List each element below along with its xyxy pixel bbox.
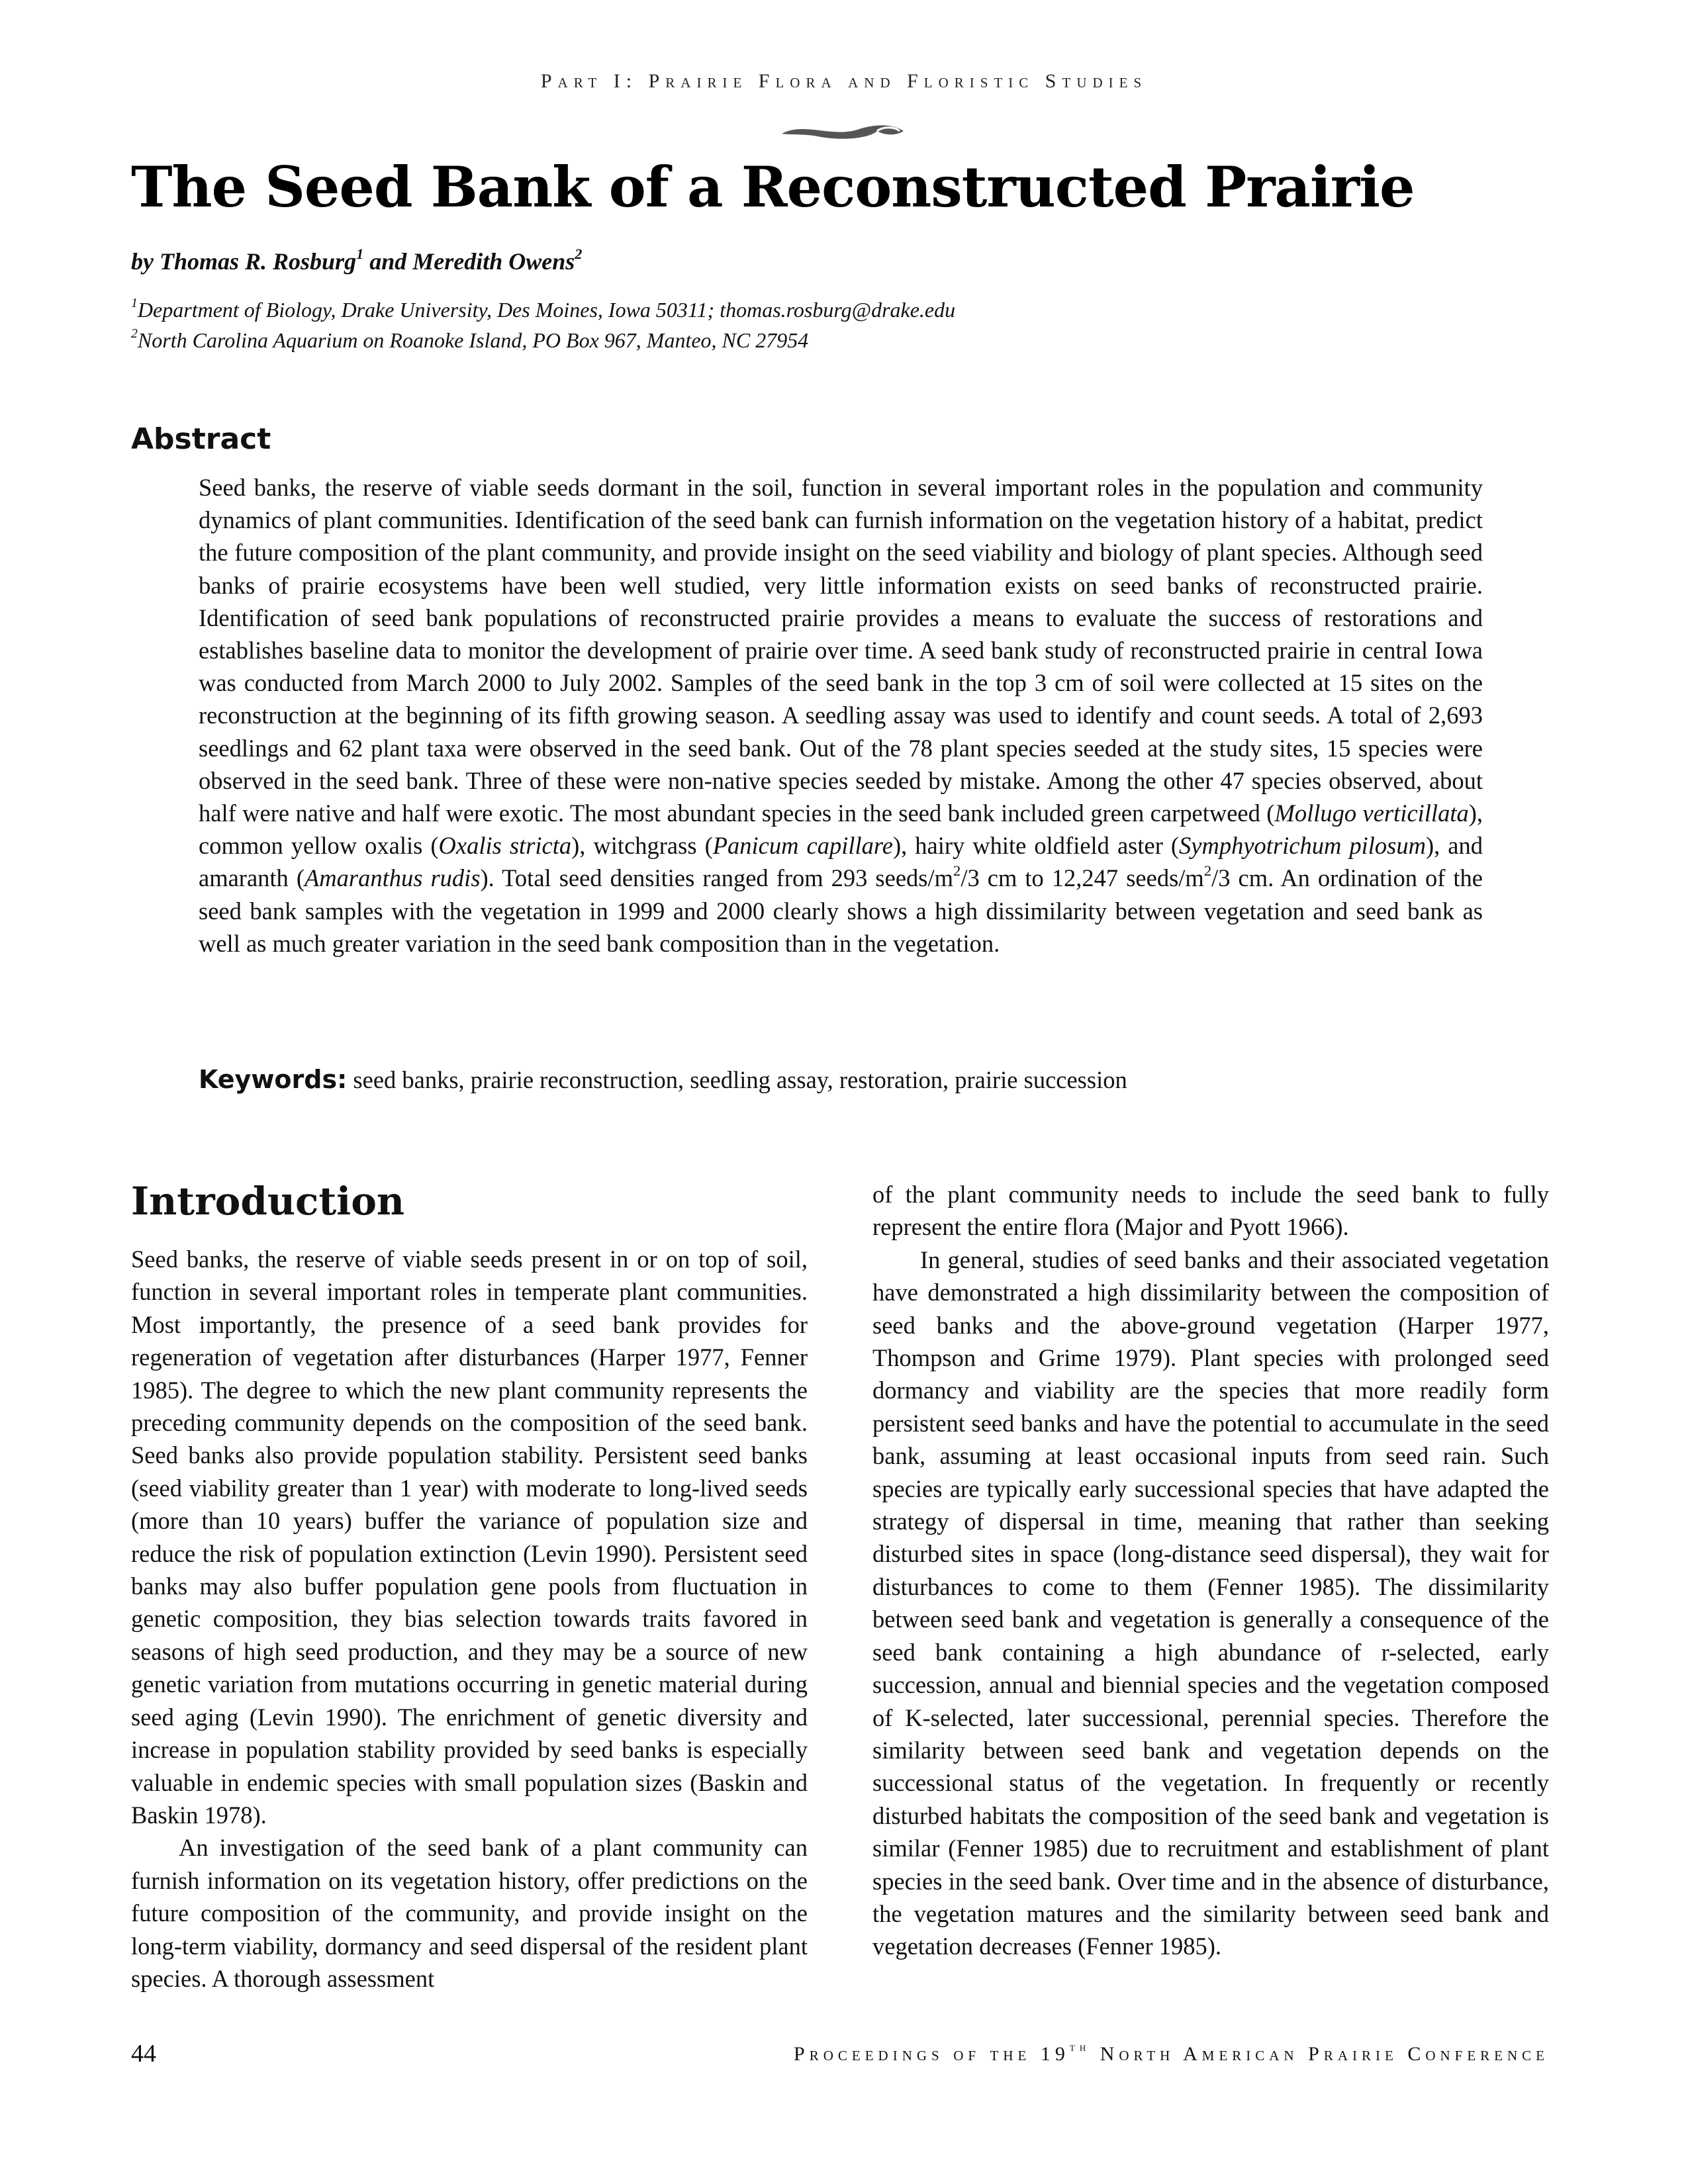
affiliation-2-marker: 2: [131, 326, 138, 341]
article-title: The Seed Bank of a Reconstructed Prairie: [131, 154, 1415, 220]
species-name: Panicum capillare: [712, 832, 893, 860]
abstract-part: /3 cm to 12,247 seeds/m: [961, 864, 1204, 892]
author-2: and Meredith Owens: [363, 248, 575, 275]
running-foot-pre: Proceedings of the 19: [794, 2043, 1070, 2065]
byline: [131, 245, 582, 278]
abstract-text: [199, 471, 1483, 960]
abstract-part: Seed banks, the reserve of viable seeds dormant in the soil, function in several important roles in the population and community dynamics of plant communities. Identification of the seed bank can furnish information on the vegetation history of a habitat, predict the future composition of the plant community, and provide insight on the seed viability and biology of plant species. Although seed banks of prairie ecosystems have been well studied, very little information exists on seed banks of reconstructed prairie. Identification of seed bank populations of reconstructed prairie provides a means to evaluate the success of restorations and establishes baseline data to monitor the development of prairie over time. A seed bank study of reconstructed prairie in central Iowa was conducted from March 2000 to July 2002. Samples of the seed bank in the top 3 cm of soil were collected at 15 sites on the reconstruction at the beginning of its fifth growing season. A seedling assay was used to identify and count seeds. A total of 2,693 seedlings and 62 plant taxa were observed in the seed bank. Out of the 78 plant species seeded at the study sites, 15 species were observed in the seed bank. Three of these were non-native species seeded by mistake. Among the other 47 species observed, about half were native and half were exotic. The most abundant species in the seed bank included green carpetweed (: [199, 474, 1483, 827]
species-name: Oxalis stricta: [438, 832, 572, 860]
abstract-part: /3 cm. An ordination of the seed bank samples with the vegetation in 1999 and 2000 clearly shows a high dissimilarity between vegetation and seed bank as well as much greater variation in the seed bank composition than in the vegetation.: [199, 864, 1483, 957]
introduction-heading: Introduction: [131, 1179, 405, 1224]
affiliation-2-text: North Carolina Aquarium on Roanoke Island, PO Box 967, Manteo, NC 27954: [137, 328, 809, 352]
keywords: [199, 1063, 1483, 1097]
affiliation-1-text: Department of Biology, Drake University, Des Moines, Iowa 50311; thomas.rosburg@drake.edu: [137, 298, 956, 322]
abstract-part: ), and amaranth (: [199, 832, 1483, 892]
affiliation-2: [131, 326, 808, 355]
species-name: Mollugo verticillata: [1274, 799, 1469, 827]
right-column: [872, 1178, 1549, 1963]
flourish-ornament-icon: [778, 118, 910, 144]
running-foot-sup: th: [1069, 2040, 1091, 2055]
left-column: [131, 1243, 808, 1995]
superscript: 2: [1203, 862, 1212, 879]
author-1-marker: 1: [356, 245, 364, 262]
running-foot-post: North American Prairie Conference: [1090, 2043, 1549, 2065]
page-number: 44: [131, 2040, 156, 2068]
paragraph: An investigation of the seed bank of a plant community can furnish information on its vegetation history, offer predictions on the future composition of the community, and provide insight on the long-term viability, dormancy and seed dispersal of the resident plant species. A thorough assessment: [131, 1834, 808, 1992]
species-name: Symphyotrichum pilosum: [1179, 832, 1426, 860]
abstract-part: ). Total seed densities ranged from 293 seeds/m: [480, 864, 954, 892]
paragraph: of the plant community needs to include the seed bank to fully represent the entire flora (Major and Pyott 1966).: [872, 1181, 1549, 1241]
keywords-label: Keywords:: [199, 1065, 348, 1094]
running-head: Part I: Prairie Flora and Floristic Studies: [540, 70, 1148, 92]
running-foot: [794, 2040, 1549, 2069]
paragraph: Seed banks, the reserve of viable seeds present in or on top of soil, function in several important roles in temperate plant communities. Most importantly, the presence of a seed bank provides for regeneration of vegetation after disturbances (Harper 1977, Fenner 1985). The degree to which the new plant community represents the preceding community depends on the composition of the seed bank. Seed banks also provide population stability. Persistent seed banks (seed viability greater than 1 year) with moderate to long-lived seeds (more than 10 years) buffer the variance of population size and reduce the risk of population extinction (Levin 1990). Persistent seed banks may also buffer population gene pools from fluctuation in genetic composition, they bias selection towards traits favored in seasons of high seed production, and they may be a source of new genetic variation from mutations occurring in genetic material during seed aging (Levin 1990). The enrichment of genetic diversity and increase in population stability provided by seed banks is especially valuable in endemic species with small population sizes (Baskin and Baskin 1978).: [131, 1246, 808, 1829]
species-name: Amaranthus rudis: [304, 864, 481, 892]
abstract-part: ), hairy white oldfield aster (: [892, 832, 1180, 860]
abstract-part: ), common yellow oxalis (: [199, 799, 1483, 860]
keywords-text: seed banks, prairie reconstruction, seedling assay, restoration, prairie succession: [347, 1066, 1127, 1093]
superscript: 2: [953, 862, 961, 879]
abstract-part: ), witchgrass (: [571, 832, 713, 860]
author-1: by Thomas R. Rosburg: [131, 248, 357, 275]
abstract-heading: Abstract: [131, 422, 271, 456]
author-2-marker: 2: [575, 245, 583, 262]
paragraph: In general, studies of seed banks and their associated vegetation have demonstrated a high dissimilarity between the composition of seed banks and the above-ground vegetation (Harper 1977, Thompson and Grime 1979). Plant species with prolonged seed dormancy and viability are the species that more readily form persistent seed banks and have the potential to accumulate in the seed bank, assuming at least occasional inputs from seed rain. Such species are typically early successional species that have adapted the strategy of dispersal in time, meaning that rather than seeking disturbed sites in space (long-distance seed dispersal), they wait for disturbances to come to them (Fenner 1985). The dissimilarity between seed bank and vegetation is generally a consequence of the seed bank containing a high abundance of r-selected, early succession, annual and biennial species and the vegetation composed of K-selected, later successional, perennial species. Therefore the similarity between seed bank and vegetation depends on the successional status of the vegetation. In frequently or recently disturbed habitats the composition of the seed bank and vegetation is similar (Fenner 1985) due to recruitment and establishment of plant species in the seed bank. Over time and in the absence of disturbance, the vegetation matures and the similarity between seed bank and vegetation decreases (Fenner 1985).: [872, 1246, 1549, 1960]
affiliation-1-marker: 1: [131, 296, 138, 311]
affiliation-1: [131, 295, 955, 324]
